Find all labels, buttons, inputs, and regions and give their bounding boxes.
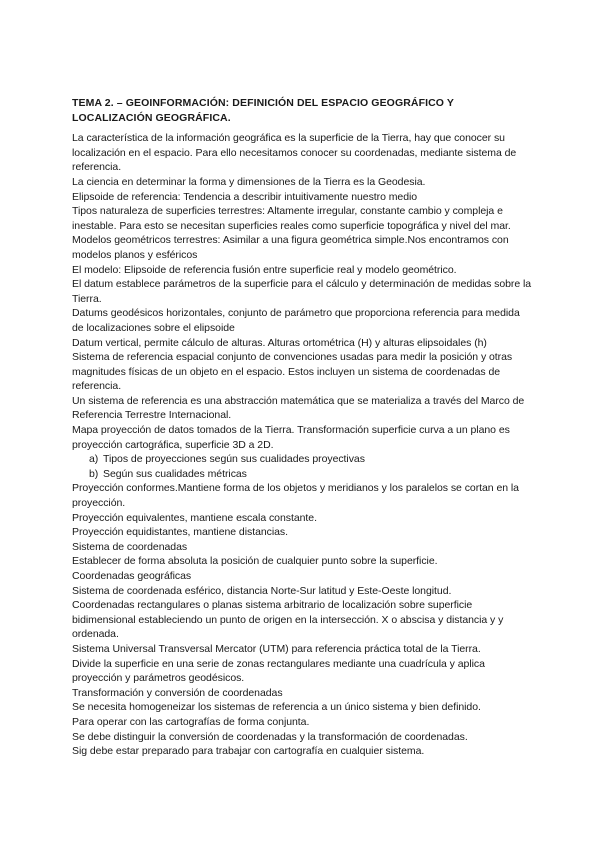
paragraph: Datums geodésicos horizontales, conjunto de parámetro que proporciona referencia para medida de localizaciones sobre el elipsoide — [72, 307, 520, 334]
paragraph: Modelos geométricos terrestres: Asimilar a una figura geométrica simple.Nos encontramos con modelos planos y esféricos — [72, 234, 509, 261]
list-marker: b) — [89, 467, 99, 480]
paragraph: Coordenadas rectangulares o planas sistema arbitrario de localización sobre superficie bidimensional estableciendo un punto de origen en la intersección. X o abscisa y distancia y y ordenada. — [72, 599, 504, 641]
paragraph: Divide la superficie en una serie de zonas rectangulares mediante una cuadrícula y aplica proyección y parámetros geodésicos. — [72, 657, 485, 685]
paragraph: Sig debe estar preparado para trabajar con cartografía en cualquier sistema. — [72, 745, 425, 758]
paragraph: Datum vertical, permite cálculo de alturas. Alturas ortométrica (H) y alturas elipsoidales (h) — [72, 336, 487, 349]
paragraph: Tipos naturaleza de superficies terrestres: Altamente irregular, constante cambio y compleja e inestable. Para esto se necesitan superficies reales como superficie topográfica y nivel del mar. — [72, 205, 511, 232]
paragraph: La característica de la información geográfica es la superficie de la Tierra, hay que conocer su localización en el espacio. Para ello necesitamos conocer su coordenadas, mediante sistema de referencia. — [72, 132, 517, 174]
section-heading: Transformación y conversión de coordenadas — [72, 686, 283, 699]
section-heading: Coordenadas geográficas — [72, 570, 192, 582]
paragraph: Se debe distinguir la conversión de coordenadas y la transformación de coordenadas. — [72, 730, 468, 743]
projection-types-list — [72, 452, 532, 481]
paragraph: Proyección equidistantes, mantiene distancias. — [72, 526, 288, 539]
paragraph: La ciencia en determinar la forma y dimensiones de la Tierra es la Geodesia. — [72, 175, 426, 188]
section-heading: Sistema de coordenadas — [72, 540, 188, 553]
paragraph: El modelo: Elipsoide de referencia fusión entre superficie real y modelo geométrico. — [72, 263, 457, 276]
document-body — [72, 96, 532, 759]
paragraph: Sistema de referencia espacial conjunto de convenciones usadas para medir la posición y otras magnitudes físicas de un objeto en el espacio. Estos incluyen un sistema de coordenadas de referencia. — [72, 351, 513, 393]
list-item — [72, 467, 532, 482]
list-marker: a) — [89, 453, 99, 466]
list-item — [72, 452, 532, 467]
paragraph: Establecer de forma absoluta la posición de cualquier punto sobre la superficie. — [72, 555, 438, 568]
list-item-text: Tipos de proyecciones según sus cualidades proyectivas — [103, 453, 365, 466]
paragraph: Elipsoide de referencia: Tendencia a describir intuitivamente nuestro medio — [72, 190, 418, 203]
paragraph: Sistema de coordenada esférico, distancia Norte-Sur latitud y Este-Oeste longitud. — [72, 584, 452, 597]
paragraph: Proyección equivalentes, mantiene escala constante. — [72, 511, 317, 524]
paragraph: Proyección conformes.Mantiene forma de los objetos y meridianos y los paralelos se cortan en la proyección. — [72, 482, 519, 510]
paragraph: Para operar con las cartografías de forma conjunta. — [72, 715, 310, 728]
document-title: TEMA 2. – GEOINFORMACIÓN: DEFINICIÓN DEL ESPACIO GEOGRÁFICO Y LOCALIZACIÓN GEOGRÁFICA. — [72, 97, 454, 124]
paragraph: El datum establece parámetros de la superficie para el cálculo y determinación de medidas sobre la Tierra. — [72, 278, 532, 305]
list-item-text: Según sus cualidades métricas — [103, 467, 247, 480]
paragraph: Sistema Universal Transversal Mercator (UTM) para referencia práctica total de la Tierra. — [72, 642, 481, 655]
paragraph: Mapa proyección de datos tomados de la Tierra. Transformación superficie curva a un plano es proyección cartográfica, superficie 3D a 2D. — [72, 424, 510, 451]
paragraph: Se necesita homogeneizar los sistemas de referencia a un único sistema y bien definido. — [72, 701, 481, 714]
paragraph: Un sistema de referencia es una abstracción matemática que se materializa a través del Marco de Referencia Terrestre Internacional. — [72, 394, 525, 422]
